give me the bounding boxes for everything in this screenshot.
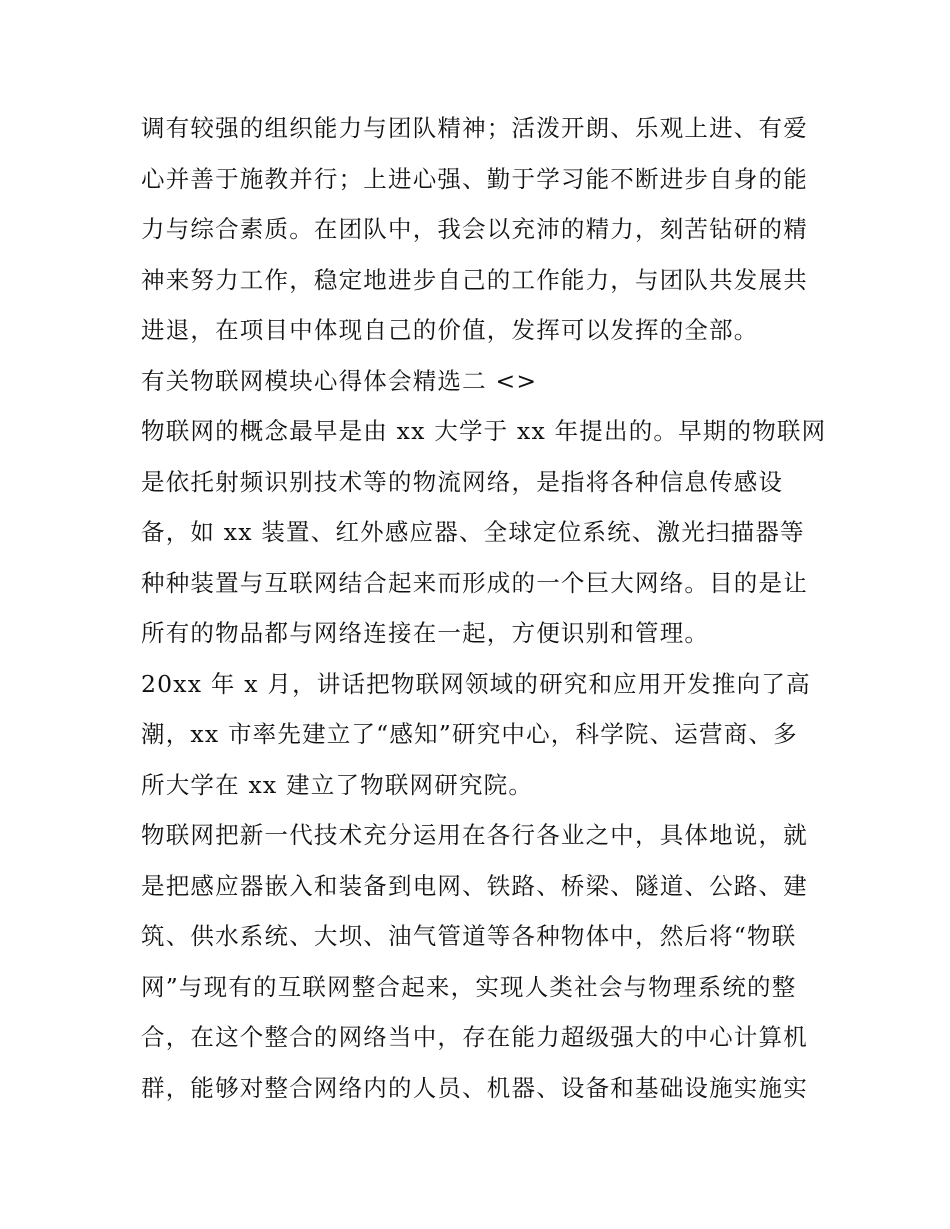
text-line: 力与综合素质。在团队中，我会以充沛的精力，刻苦钻研的精 — [141, 215, 808, 243]
text-line: 所有的物品都与网络连接在一起，方便识别和管理。 — [141, 619, 710, 647]
text-line: 物联网的概念最早是由 xx 大学于 xx 年提出的。早期的物联网 — [141, 417, 827, 445]
text-line: 心并善于施教并行；上进心强、勤于学习能不断进步自身的能 — [141, 164, 808, 193]
text-line: 调有较强的组织能力与团队精神；活泼开朗、乐观上进、有爱 — [141, 114, 808, 142]
section-heading: 有关物联网模块心得体会精选二 <> — [141, 366, 538, 395]
text-line: 种种装置与互联网结合起来而形成的一个巨大网络。目的是让 — [141, 568, 808, 597]
text-line: 所大学在 xx 建立了物联网研究院。 — [141, 770, 534, 799]
text-line: 神来努力工作，稳定地进步自己的工作能力，与团队共发展共 — [141, 265, 808, 294]
text-line: 是把感应器嵌入和装备到电网、铁路、桥梁、隧道、公路、建 — [141, 871, 808, 900]
text-line: 备，如 xx 装置、红外感应器、全球定位系统、激光扫描器等 — [141, 518, 805, 546]
document-body — [141, 103, 831, 1113]
text-line: 合，在这个整合的网络当中，存在能力超级强大的中心计算机 — [141, 1023, 808, 1051]
text-line: 物联网把新一代技术充分运用在各行各业之中，具体地说，就 — [141, 821, 808, 849]
text-line: 20xx 年 x 月，讲话把物联网领域的研究和应用开发推向了高 — [141, 669, 811, 698]
text-line: 潮，xx 市率先建立了“感知”研究中心，科学院、运营商、多 — [141, 720, 798, 748]
text-line: 进退，在项目中体现自己的价值，发挥可以发挥的全部。 — [141, 316, 759, 344]
text-line: 是依托射频识别技术等的物流网络，是指将各种信息传感设 — [141, 467, 784, 496]
text-line: 筑、供水系统、大坝、油气管道等各种物体中，然后将“物联 — [141, 922, 797, 950]
text-line: 网”与现有的互联网整合起来，实现人类社会与物理系统的整 — [141, 972, 797, 1001]
text-line: 群，能够对整合网络内的人员、机器、设备和基础设施实施实 — [141, 1073, 808, 1102]
